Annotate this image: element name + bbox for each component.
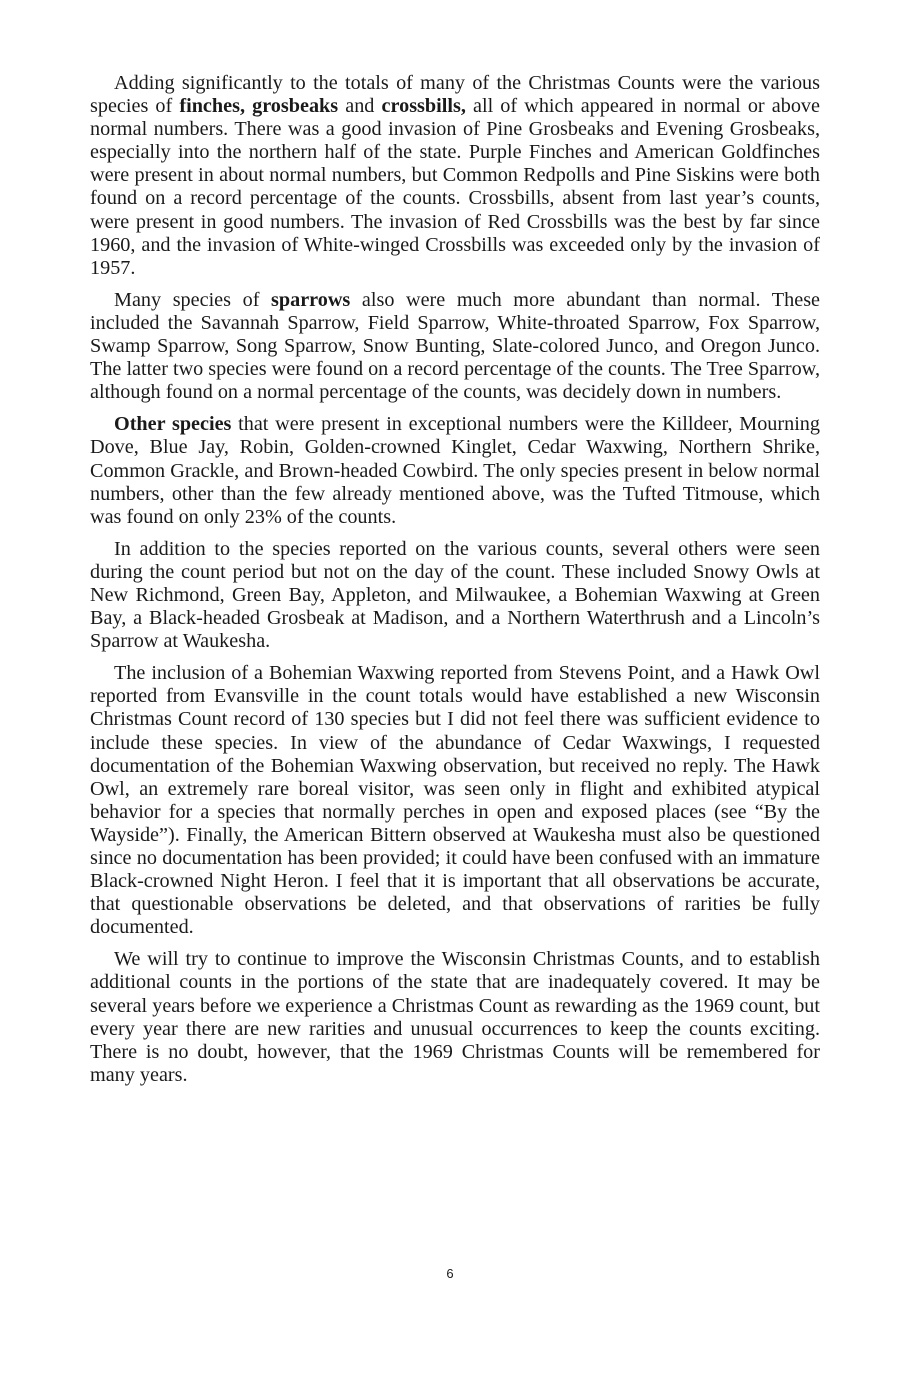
paragraph-conclusion (90, 948, 820, 1087)
text-run: We will try to continue to improve the Wisconsin Christmas Counts, and to establish additional counts in the portions of the state that are inadequately covered. It may be several years before we experience a Christmas Count as rewarding as the 1969 count, but every year there are new rarities and unusual occurrences to keep the counts exciting. There is no doubt, however, that the 1969 Christmas Counts will be remembered for many years. (90, 948, 820, 1086)
text-run: also were much more abundant than normal. These included the Savannah Sparrow, Field Sparrow, White-throated Sparrow, Fox Sparrow, Swamp Sparrow, Song Sparrow, Snow Bunting, Slate-colored Junco, and Oregon Junco. The latter two species were found on a record percentage of the counts. The Tree Sparrow, although found on a normal percentage of the counts, was decidely down in numbers. (90, 288, 821, 404)
paragraph-other-species (90, 413, 820, 528)
bold-term-sparrows: sparrows (271, 288, 351, 311)
bold-term-crossbills: crossbills, (381, 95, 466, 118)
text-run: Adding significantly to the totals of many of the Christmas Counts were the various species of (90, 72, 820, 118)
bold-term-other-species: Other species (114, 413, 232, 436)
paragraph-excluded-records (90, 662, 820, 939)
paragraph-sparrows (90, 289, 820, 404)
bold-term-finches-grosbeaks: finches, grosbeaks (179, 95, 339, 118)
text-run: The inclusion of a Bohemian Waxwing reported from Stevens Point, and a Hawk Owl reported from Evansville in the count totals would have established a new Wisconsin Christmas Count record of 130 species but I did not feel there was sufficient evidence to include these species. In view of the abundance of Cedar Waxwings, I requested documentation of the Bohemian Waxwing observation, but received no reply. The Hawk Owl, an extremely rare boreal visitor, was seen only in flight and exhibited atypical behavior for a species that normally perches in open and exposed places (see “By the Wayside”). Finally, the American Bittern observed at Waukesha must also be questioned since no documentation has been provided; it could have been confused with an immature Black-crowned Night Heron. I feel that it is important that all observations be accurate, that questionable observations be deleted, and that observations of rarities be fully documented. (90, 662, 820, 939)
text-run: that were present in exceptional numbers were the Killdeer, Mourning Dove, Blue Jay, Robin, Golden-crowned Kinglet, Cedar Waxwing, Northern Shrike, Common Grackle, and Brown-headed Cowbird. The only species present in below normal numbers, other than the few already mentioned above, was the Tufted Titmouse, which was found on only 23% of the counts. (90, 413, 820, 528)
paragraph-additional-species (90, 538, 820, 653)
text-run: In addition to the species reported on the various counts, several others were seen during the count period but not on the day of the count. These included Snowy Owls at New Richmond, Green Bay, Appleton, and Milwaukee, a Bohemian Waxwing at Green Bay, a Black-headed Grosbeak at Madison, and a Northern Waterthrush and a Lincoln’s Sparrow at Waukesha. (90, 537, 820, 653)
body-text (90, 72, 820, 1087)
page-number: 6 (446, 1266, 454, 1281)
text-run: and (338, 95, 382, 118)
paragraph-finches (90, 72, 820, 280)
text-run: Many species of (114, 288, 272, 311)
text-run: all of which appeared in normal or above normal numbers. There was a good invasion of Pine Grosbeaks and Evening Grosbeaks, especially into the northern half of the state. Purple Finches and American Goldfinches were present in about normal numbers, but Common Redpolls and Pine Siskins were both found on a record percentage of the counts. Crossbills, absent from last year’s counts, were present in good numbers. The invasion of Red Crossbills was the best by far since 1960, and the invasion of White-winged Crossbills was exceeded only by the invasion of 1957. (90, 95, 820, 279)
